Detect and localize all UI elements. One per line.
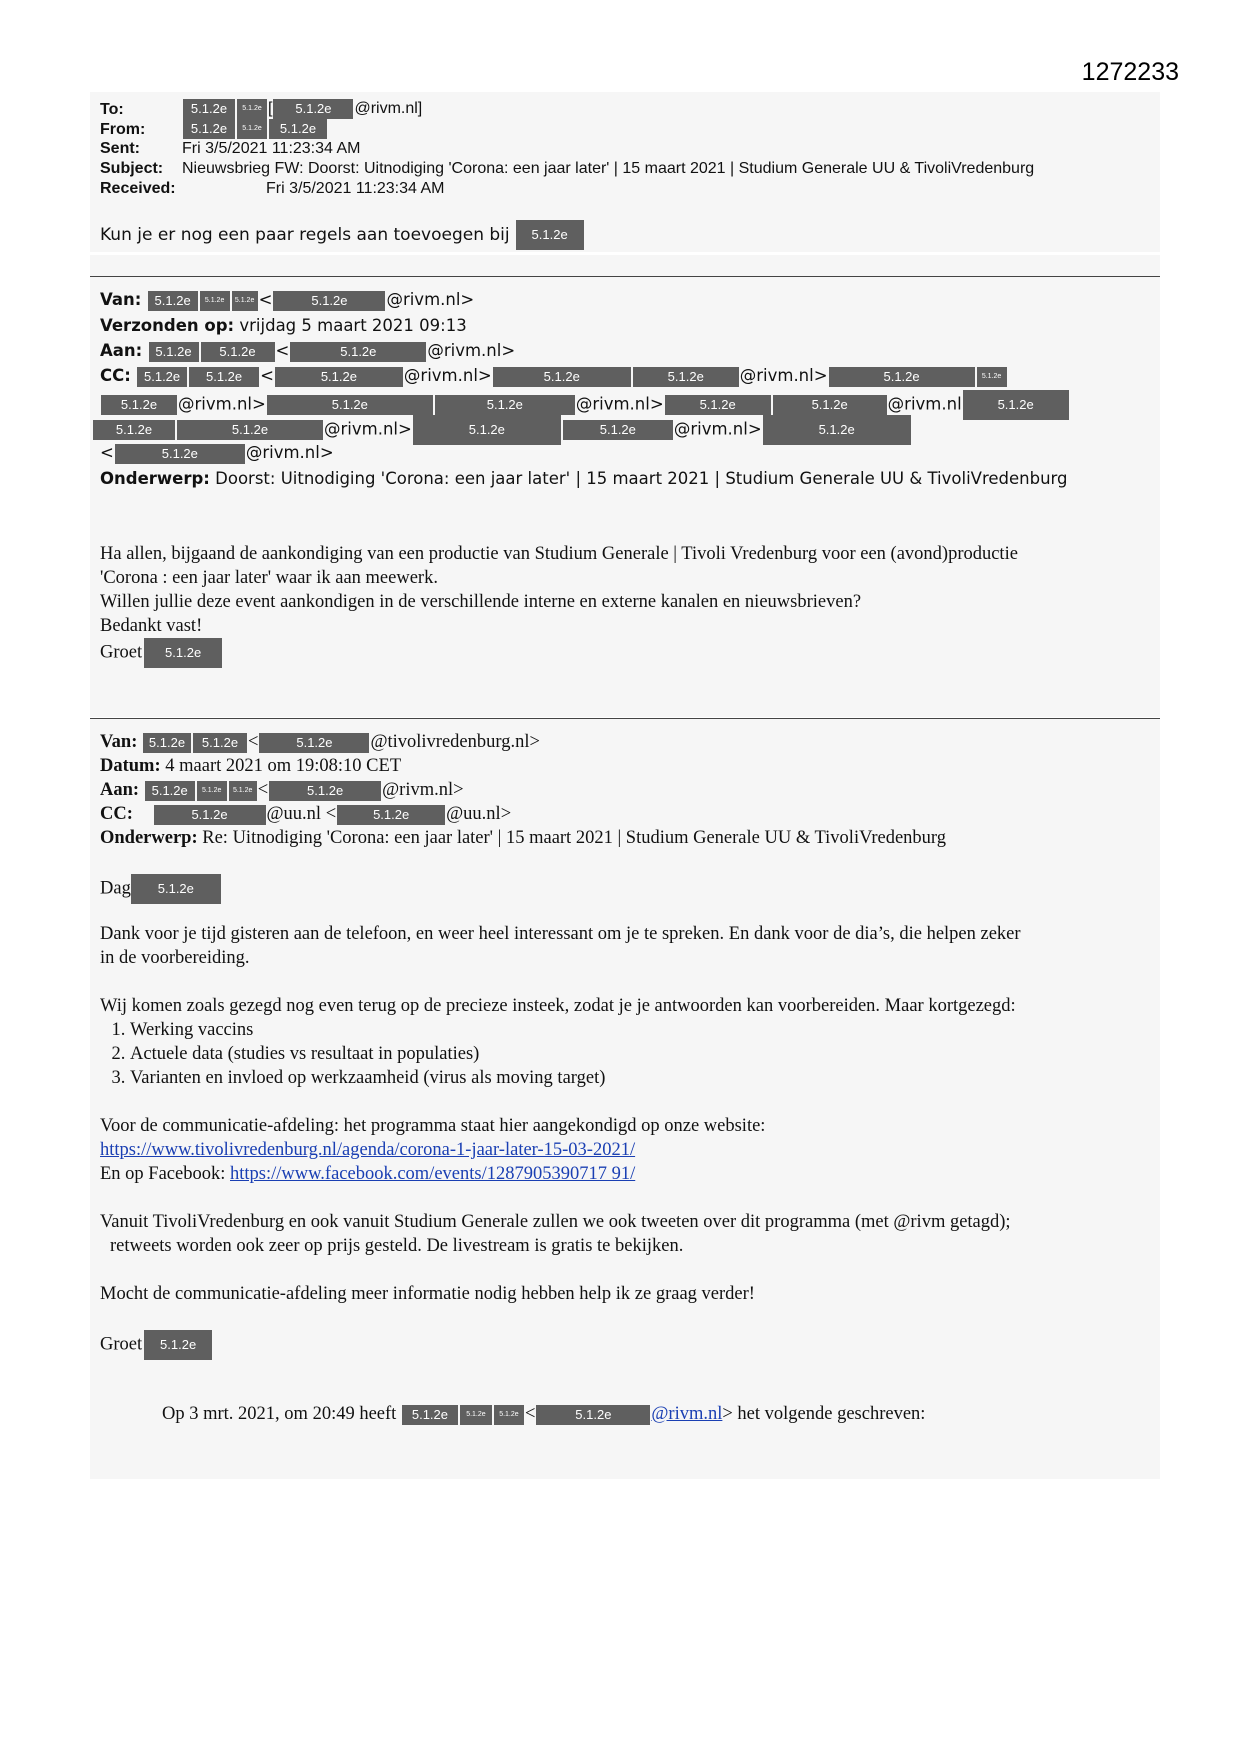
redaction-box: 5.1.2e xyxy=(267,395,433,415)
van-label: Van: xyxy=(100,290,142,309)
body-line: Dank voor je tijd gisteren aan de telefoon, en weer heel interessant om je te spreken. En dank voor de dia’s, die helpen zeker xyxy=(100,924,1021,944)
sent-label: Sent: xyxy=(100,140,140,157)
quote-email-link[interactable]: @rivm.nl xyxy=(651,1404,723,1424)
cc-label: CC: xyxy=(100,804,133,824)
redaction-box: 5.1.2e xyxy=(189,367,259,387)
body-line: Willen jullie deze event aankondigen in de verschillende interne en externe kanalen en nieuwsbrieven? xyxy=(100,592,862,612)
body-line: in de voorbereiding. xyxy=(100,948,250,968)
onderwerp-label: Onderwerp: xyxy=(100,469,210,488)
redaction-box: 5.1.2e xyxy=(177,420,323,440)
redaction-box: 5.1.2e xyxy=(516,220,584,250)
redaction-box: 5.1.2e xyxy=(494,1405,524,1425)
redaction-box: 5.1.2e xyxy=(763,415,911,445)
redaction-box: 5.1.2e xyxy=(337,805,445,825)
body-line: retweets worden ook zeer op prijs gesteld. De livestream is gratis te bekijken. xyxy=(110,1236,684,1256)
redaction-box: 5.1.2e xyxy=(115,444,245,464)
redaction-box: 5.1.2e xyxy=(93,420,175,440)
redaction-box: 5.1.2e xyxy=(633,367,739,387)
redaction-box: 5.1.2e xyxy=(154,805,266,825)
quote-prefix: Op 3 mrt. 2021, om 20:49 heeft xyxy=(162,1404,397,1424)
website-link[interactable]: https://www.tivolivredenburg.nl/agenda/corona-1-jaar-later-15-03-2021/ xyxy=(100,1140,636,1160)
cc-address: @rivm.nl> xyxy=(673,419,762,439)
redaction-box: 5.1.2e xyxy=(148,291,198,311)
redaction-box: 5.1.2e xyxy=(269,119,327,139)
redaction-box: 5.1.2e xyxy=(183,99,235,119)
redaction-box: 5.1.2e xyxy=(829,367,975,387)
separator xyxy=(90,276,1160,277)
topic-list xyxy=(98,1018,605,1090)
from-label: From: xyxy=(100,121,146,138)
cc-address: @uu.nl < xyxy=(266,804,337,824)
body-line: Wij komen zoals gezegd nog even terug op de precieze insteek, zodat je je antwoorden kan voorbereiden. Maar kortgezegd: xyxy=(100,996,1016,1016)
redaction-box: 5.1.2e xyxy=(536,1405,650,1425)
aan-label: Aan: xyxy=(100,341,143,360)
aan-address: @rivm.nl> xyxy=(382,780,464,800)
sent-value: Fri 3/5/2021 11:23:34 AM xyxy=(182,140,361,157)
groet: Groet xyxy=(100,1334,143,1355)
redaction-box: 5.1.2e xyxy=(435,395,575,415)
cc-address: @uu.nl> xyxy=(446,804,512,824)
received-label: Received: xyxy=(100,180,176,197)
redaction-box: 5.1.2e xyxy=(144,1330,212,1360)
cc-address: @rivm.nl> xyxy=(324,419,412,439)
datum-label: Datum: xyxy=(100,756,161,776)
redaction-box: 5.1.2e xyxy=(193,733,247,753)
redaction-box: 5.1.2e xyxy=(237,119,267,139)
aan-address: @rivm.nl> xyxy=(427,341,516,360)
body-line: Mocht de communicatie-afdeling meer informatie nodig hebben help ik ze graag verder! xyxy=(100,1284,755,1304)
cc-address: @rivm.nl> xyxy=(739,366,828,385)
redaction-box: 5.1.2e xyxy=(963,390,1069,420)
cc-address: @rivm.nl> xyxy=(178,394,266,414)
redaction-box: 5.1.2e xyxy=(197,781,227,801)
to-label: To: xyxy=(100,101,124,118)
redaction-box: 5.1.2e xyxy=(773,395,887,415)
redaction-box: 5.1.2e xyxy=(183,119,235,139)
quote-line: Op 3 mrt. 2021, om 20:49 heeft 5.1.2e 5.1.2e 5.1.2e < 5.1.2e @rivm.nl> het volgende geschreven: xyxy=(162,1404,926,1424)
cc-address: @rivm.nl> xyxy=(575,394,664,414)
body-line: 'Corona : een jaar later' waar ik aan meewerk. xyxy=(100,568,438,588)
body-line: Bedankt vast! xyxy=(100,616,203,636)
redaction-box: 5.1.2e xyxy=(229,781,257,801)
redaction-box: 5.1.2e xyxy=(275,367,403,387)
van-address: @tivolivredenburg.nl> xyxy=(370,732,540,752)
redaction-box: 5.1.2e xyxy=(269,781,381,801)
body-line: Vanuit TivoliVredenburg en ook vanuit Studium Generale zullen we ook tweeten over dit programma (met @rivm getagd); xyxy=(100,1212,1011,1232)
separator xyxy=(90,718,1160,719)
redaction-box: 5.1.2e xyxy=(413,415,561,445)
body-line: Voor de communicatie-afdeling: het programma staat hier aangekondigd op onze website: xyxy=(100,1116,766,1136)
redaction-box: 5.1.2e xyxy=(232,291,258,311)
redaction-box: 5.1.2e xyxy=(460,1405,492,1425)
van-label: Van: xyxy=(100,732,138,752)
redaction-box: 5.1.2e xyxy=(101,395,177,415)
subject-label: Subject: xyxy=(100,160,164,177)
redaction-box: 5.1.2e xyxy=(145,781,195,801)
list-item: 1. Werking vaccins xyxy=(130,1018,605,1042)
redaction-box: 5.1.2e xyxy=(201,342,275,362)
body-line: Ha allen, bijgaand de aankondiging van een productie van Studium Generale | Tivoli Vredenburg voor een (avond)productie xyxy=(100,544,1018,564)
redaction-box: 5.1.2e xyxy=(237,99,267,119)
facebook-label: En op Facebook: xyxy=(100,1164,226,1184)
aan-label: Aan: xyxy=(100,780,140,800)
onderwerp-value: Doorst: Uitnodiging 'Corona: een jaar later' | 15 maart 2021 | Studium Generale UU & TivoliVredenburg xyxy=(215,469,1068,488)
received-value: Fri 3/5/2021 11:23:34 AM xyxy=(266,180,445,197)
verzonden-value: vrijdag 5 maart 2021 09:13 xyxy=(239,316,467,335)
cc-address: @rivm.nl> xyxy=(245,443,334,462)
subject-value: Nieuwsbrieg FW: Doorst: Uitnodiging 'Corona: een jaar later' | 15 maart 2021 | Studium Generale UU & TivoliVredenburg xyxy=(182,160,1035,177)
groet: Groet xyxy=(100,642,143,663)
facebook-link[interactable]: https://www.facebook.com/events/1287905390717 91/ xyxy=(230,1164,636,1184)
cc-label: CC: xyxy=(100,366,131,385)
onderwerp-value: Re: Uitnodiging 'Corona: een jaar later' | 15 maart 2021 | Studium Generale UU & TivoliVredenburg xyxy=(202,828,946,848)
datum-value: 4 maart 2021 om 19:08:10 CET xyxy=(165,756,402,776)
to-address: @rivm.nl] xyxy=(354,100,423,118)
van-address: @rivm.nl> xyxy=(386,290,475,309)
redaction-box: 5.1.2e xyxy=(402,1405,458,1425)
redaction-box: 5.1.2e xyxy=(131,874,221,904)
list-item: 2. Actuele data (studies vs resultaat in populaties) xyxy=(130,1042,605,1066)
cc-address: @rivm.nl xyxy=(887,394,962,414)
redaction-box: 5.1.2e xyxy=(665,395,771,415)
redaction-box: 5.1.2e xyxy=(137,367,187,387)
redaction-box: 5.1.2e xyxy=(144,638,222,668)
greeting: Dag xyxy=(100,878,131,899)
redaction-box: 5.1.2e xyxy=(273,99,353,119)
quote-suffix: > het volgende geschreven: xyxy=(722,1404,926,1424)
forward-note xyxy=(100,220,585,250)
redaction-box: 5.1.2e xyxy=(977,367,1007,387)
redaction-box: 5.1.2e xyxy=(149,342,199,362)
redaction-box: 5.1.2e xyxy=(493,367,631,387)
verzonden-label: Verzonden op: xyxy=(100,316,235,335)
redaction-box: 5.1.2e xyxy=(563,420,673,440)
cc-address: @rivm.nl> xyxy=(403,366,492,385)
onderwerp-label: Onderwerp: xyxy=(100,828,198,848)
note-text: Kun je er nog een paar regels aan toevoegen bij xyxy=(100,225,510,245)
redaction-box: 5.1.2e xyxy=(200,291,230,311)
redaction-box: 5.1.2e xyxy=(259,733,369,753)
list-item: 3. Varianten en invloed op werkzaamheid (virus als moving target) xyxy=(130,1066,605,1090)
redaction-box: 5.1.2e xyxy=(143,733,191,753)
document-id: 1272233 xyxy=(1081,58,1179,86)
redaction-box: 5.1.2e xyxy=(290,342,426,362)
redaction-box: 5.1.2e xyxy=(273,291,385,311)
